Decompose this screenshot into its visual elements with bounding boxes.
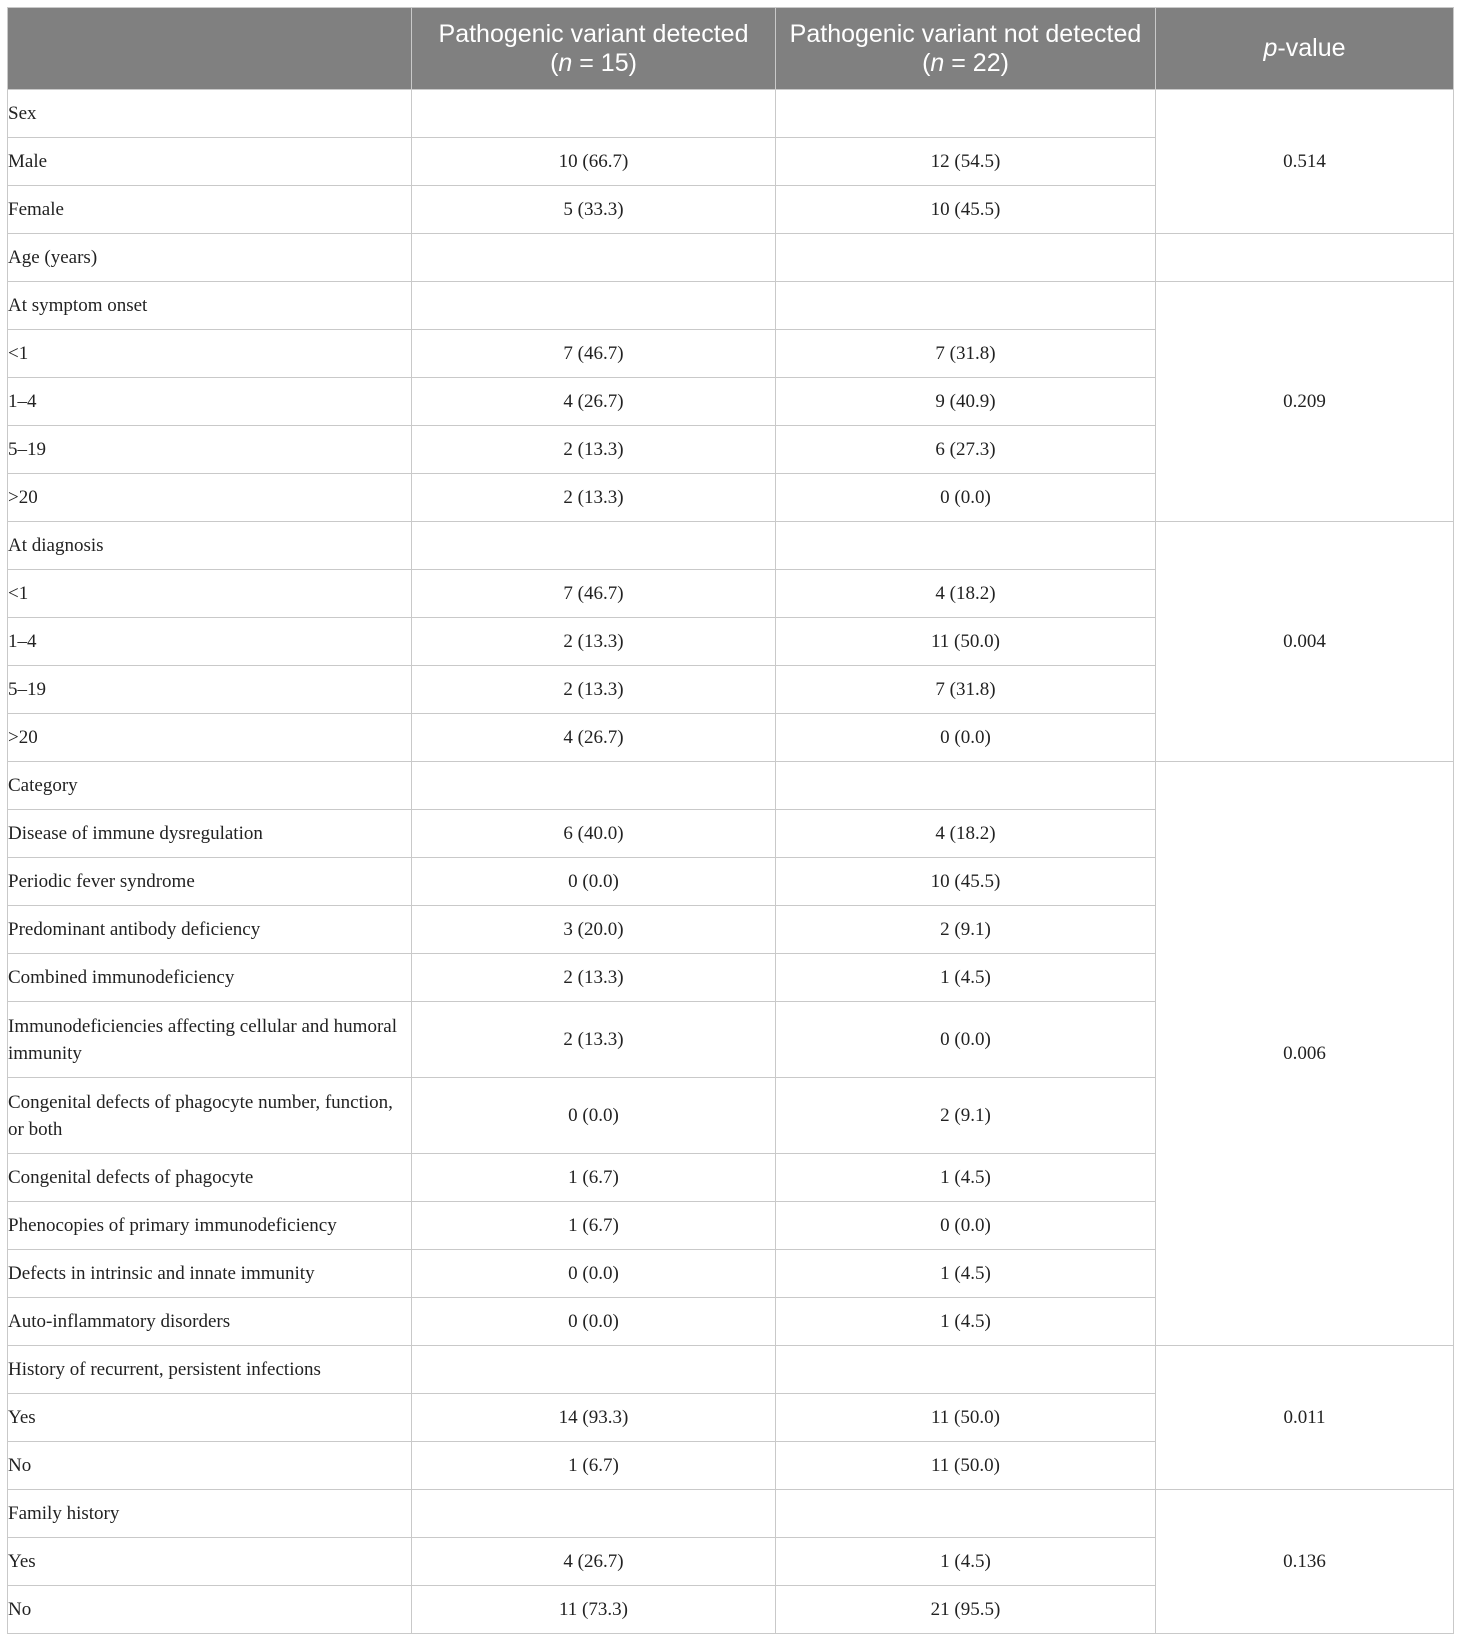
table-row <box>8 282 1454 330</box>
row-label: Disease of immune dysregulation <box>8 810 412 858</box>
cell-detected: 6 (40.0) <box>412 810 776 858</box>
row-label: Yes <box>8 1538 412 1586</box>
cell-detected: 1 (6.7) <box>412 1442 776 1490</box>
cell-detected: 2 (13.3) <box>412 666 776 714</box>
cell-not-detected: 4 (18.2) <box>776 810 1156 858</box>
header-detected-n-value: = 15) <box>572 48 637 77</box>
cell-not-detected <box>776 282 1156 330</box>
cell-detected <box>412 762 776 810</box>
cell-pvalue: 0.136 <box>1156 1490 1454 1634</box>
table-row <box>8 1346 1454 1394</box>
cell-detected: 0 (0.0) <box>412 1078 776 1154</box>
cell-detected: 14 (93.3) <box>412 1394 776 1442</box>
cell-detected: 2 (13.3) <box>412 1002 776 1078</box>
cell-not-detected: 1 (4.5) <box>776 1154 1156 1202</box>
row-label: Yes <box>8 1394 412 1442</box>
cell-detected: 2 (13.3) <box>412 618 776 666</box>
cell-not-detected: 2 (9.1) <box>776 1078 1156 1154</box>
header-not-detected-n-symbol: n <box>930 48 945 77</box>
header-not-detected-title: Pathogenic variant not detected <box>789 19 1142 48</box>
header-not-detected-count: (n = 22) <box>922 48 1009 77</box>
cell-pvalue <box>1156 234 1454 282</box>
row-label: Immunodeficiencies affecting cellular and humoral immunity <box>8 1002 412 1078</box>
row-label: Sex <box>8 90 412 138</box>
header-detected-count: (n = 15) <box>550 48 637 77</box>
row-label: No <box>8 1442 412 1490</box>
cell-pvalue: 0.514 <box>1156 90 1454 234</box>
row-label: <1 <box>8 330 412 378</box>
header-not-detected-n-value: = 22) <box>944 48 1009 77</box>
table-row <box>8 234 1454 282</box>
row-label: 5–19 <box>8 426 412 474</box>
cell-not-detected <box>776 90 1156 138</box>
cell-not-detected <box>776 1346 1156 1394</box>
row-label: >20 <box>8 714 412 762</box>
cell-detected <box>412 234 776 282</box>
row-label: Category <box>8 762 412 810</box>
cell-not-detected <box>776 522 1156 570</box>
cell-not-detected: 21 (95.5) <box>776 1586 1156 1634</box>
cell-detected: 4 (26.7) <box>412 1538 776 1586</box>
cell-detected <box>412 282 776 330</box>
cell-detected: 0 (0.0) <box>412 1298 776 1346</box>
cell-not-detected <box>776 234 1156 282</box>
cell-not-detected: 0 (0.0) <box>776 1202 1156 1250</box>
table-row <box>8 1490 1454 1538</box>
cell-detected <box>412 1346 776 1394</box>
header-row <box>8 8 1454 90</box>
cell-detected: 5 (33.3) <box>412 186 776 234</box>
cell-not-detected: 4 (18.2) <box>776 570 1156 618</box>
cell-not-detected: 0 (0.0) <box>776 1002 1156 1078</box>
row-label: Periodic fever syndrome <box>8 858 412 906</box>
cell-detected: 0 (0.0) <box>412 858 776 906</box>
cell-detected <box>412 1490 776 1538</box>
table-header <box>8 8 1454 90</box>
cell-detected: 0 (0.0) <box>412 1250 776 1298</box>
cell-detected: 7 (46.7) <box>412 330 776 378</box>
cell-detected <box>412 90 776 138</box>
cell-not-detected: 1 (4.5) <box>776 1250 1156 1298</box>
cell-detected: 10 (66.7) <box>412 138 776 186</box>
cell-pvalue: 0.004 <box>1156 522 1454 762</box>
row-label: >20 <box>8 474 412 522</box>
cell-not-detected: 1 (4.5) <box>776 954 1156 1002</box>
cell-not-detected: 7 (31.8) <box>776 330 1156 378</box>
row-label: At symptom onset <box>8 282 412 330</box>
cell-not-detected <box>776 1490 1156 1538</box>
row-label: <1 <box>8 570 412 618</box>
table-row <box>8 90 1454 138</box>
cell-detected: 4 (26.7) <box>412 714 776 762</box>
header-pvalue-rest: -value <box>1277 34 1346 62</box>
header-detected-title: Pathogenic variant detected <box>438 19 749 48</box>
cell-not-detected: 0 (0.0) <box>776 714 1156 762</box>
cell-pvalue: 0.011 <box>1156 1346 1454 1490</box>
cell-not-detected: 0 (0.0) <box>776 474 1156 522</box>
cell-not-detected: 1 (4.5) <box>776 1538 1156 1586</box>
row-label: Combined immunodeficiency <box>8 954 412 1002</box>
cell-detected: 1 (6.7) <box>412 1202 776 1250</box>
table-row <box>8 522 1454 570</box>
cell-detected: 2 (13.3) <box>412 954 776 1002</box>
cell-detected: 3 (20.0) <box>412 906 776 954</box>
row-label: Age (years) <box>8 234 412 282</box>
row-label: Male <box>8 138 412 186</box>
cell-not-detected: 10 (45.5) <box>776 186 1156 234</box>
cell-detected <box>412 522 776 570</box>
row-label: Congenital defects of phagocyte number, function, or both <box>8 1078 412 1154</box>
header-pvalue-italic: p <box>1263 34 1278 62</box>
cell-not-detected: 2 (9.1) <box>776 906 1156 954</box>
table-body <box>8 90 1454 1634</box>
cell-not-detected: 7 (31.8) <box>776 666 1156 714</box>
cell-detected: 2 (13.3) <box>412 474 776 522</box>
cell-not-detected <box>776 762 1156 810</box>
header-pvalue-column <box>1156 8 1454 90</box>
row-label: History of recurrent, persistent infections <box>8 1346 412 1394</box>
row-label: Family history <box>8 1490 412 1538</box>
row-label: At diagnosis <box>8 522 412 570</box>
table-row <box>8 762 1454 810</box>
comparison-table <box>7 7 1454 1634</box>
cell-detected: 2 (13.3) <box>412 426 776 474</box>
row-label: Auto-inflammatory disorders <box>8 1298 412 1346</box>
cell-detected: 4 (26.7) <box>412 378 776 426</box>
cell-pvalue: 0.209 <box>1156 282 1454 522</box>
cell-not-detected: 1 (4.5) <box>776 1298 1156 1346</box>
header-detected-n-symbol: n <box>558 48 573 77</box>
cell-not-detected: 6 (27.3) <box>776 426 1156 474</box>
cell-not-detected: 11 (50.0) <box>776 1394 1156 1442</box>
header-label-column <box>8 8 412 90</box>
row-label: Congenital defects of phagocyte <box>8 1154 412 1202</box>
header-detected-column <box>412 8 776 90</box>
row-label: No <box>8 1586 412 1634</box>
row-label: 1–4 <box>8 618 412 666</box>
cell-pvalue: 0.006 <box>1156 762 1454 1346</box>
cell-not-detected: 12 (54.5) <box>776 138 1156 186</box>
row-label: Phenocopies of primary immunodeficiency <box>8 1202 412 1250</box>
row-label: Predominant antibody deficiency <box>8 906 412 954</box>
header-not-detected-column <box>776 8 1156 90</box>
row-label: Female <box>8 186 412 234</box>
cell-not-detected: 11 (50.0) <box>776 618 1156 666</box>
row-label: Defects in intrinsic and innate immunity <box>8 1250 412 1298</box>
cell-detected: 1 (6.7) <box>412 1154 776 1202</box>
row-label: 1–4 <box>8 378 412 426</box>
row-label: 5–19 <box>8 666 412 714</box>
cell-not-detected: 10 (45.5) <box>776 858 1156 906</box>
cell-detected: 7 (46.7) <box>412 570 776 618</box>
cell-detected: 11 (73.3) <box>412 1586 776 1634</box>
cell-not-detected: 9 (40.9) <box>776 378 1156 426</box>
cell-not-detected: 11 (50.0) <box>776 1442 1156 1490</box>
